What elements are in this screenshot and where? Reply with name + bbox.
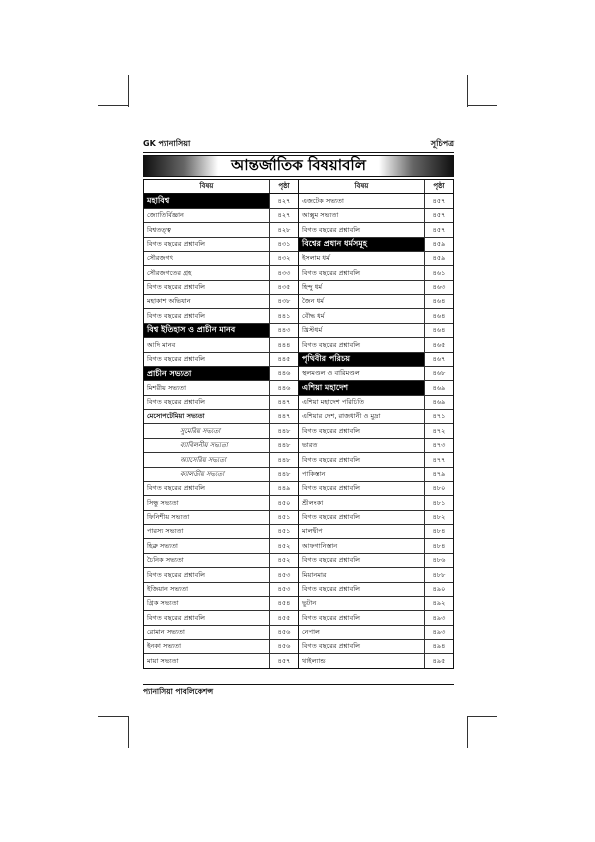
crop-mark [467,105,497,106]
topic-name: বিগত বছরের প্রশ্নাবলি [147,239,206,248]
table-row [299,583,453,597]
topic-name: চৈনিক সভ্যতা [147,556,184,565]
topic-name: মায়া সভ্যতা [147,656,179,665]
topic-name: প্রাচীন সভ্যতা [144,367,269,380]
page-number: ৪৬৫ [424,338,453,351]
table-row [299,367,453,381]
table-row [144,367,298,381]
page-number: ৪৪৮ [269,424,298,437]
topic-name: সিন্ধু সভ্যতা [147,498,179,507]
topic-name: বিগত বছরের প্রশ্নাবলি [302,613,361,622]
table-row [144,554,298,568]
header-section-name: সূচিপত্র [430,139,454,148]
topic-name: হিন্দু ধর্ম [302,283,323,292]
page-number: ৪৮৪ [424,525,453,538]
topic-name: গ্রিক সভ্যতা [147,599,179,608]
page-number: ৪৫৩ [269,568,298,581]
page-header [143,137,454,153]
page-number: ৪৬৮ [424,367,453,380]
page-number: ৪৮১ [424,496,453,509]
table-row [299,539,453,553]
table-row [299,453,453,467]
table-row [144,482,298,496]
table-row [299,568,453,582]
topic-name: পাকিস্তান [302,469,326,478]
topic-name: ক্যালডীয় সভ্যতা [180,469,225,478]
crop-mark [128,716,129,748]
table-row [144,539,298,553]
page-number: ৪৬৩ [424,281,453,294]
table-row [144,338,298,352]
table-row [144,453,298,467]
page-number: ৪৮৮ [424,568,453,581]
topic-name: মিয়ানমার [302,570,327,579]
table-row [299,309,453,323]
crop-mark [467,75,468,107]
table-row [144,324,298,338]
page-number: ৪৩৩ [269,266,298,279]
topic-name: আদি মানব [147,340,176,349]
page-number: ৪৮৪ [424,539,453,552]
table-row [144,381,298,395]
page-number: ৪৫৬ [269,640,298,653]
topic-name: সুমেরিয় সভ্যতা [180,426,221,435]
table-row [144,266,298,280]
topic-name: পৃথিবীর পরিচয় [299,353,424,366]
page-number: ৪২৭ [269,194,298,207]
topic-name: খ্রিস্টধর্ম [302,326,323,335]
table-row [299,611,453,625]
table-row [299,238,453,252]
page-number: ৪৩৮ [269,295,298,308]
table-row [144,396,298,410]
page-number: ৪৪৩ [269,324,298,337]
table-row [299,223,453,237]
topic-name: বৌদ্ধ ধর্ম [302,311,325,320]
table-row [299,439,453,453]
table-row [144,583,298,597]
table-row [299,194,453,208]
crop-mark [98,105,128,106]
page-number: ৪৭৩ [424,439,453,452]
topic-name: মিশরীয় সভ্যতা [147,383,186,392]
page-number: ৪৭৯ [424,468,453,481]
contents-table [143,179,454,669]
table-row [144,309,298,323]
page-number: ৪৩১ [269,238,298,251]
table-row [299,496,453,510]
topic-name: মহাকাশ অভিযান [147,297,191,306]
table-row [299,482,453,496]
topic-name: ফিনিশীয় সভ্যতা [147,513,190,522]
topic-name: বিগত বছরের প্রশ্নাবলি [302,268,361,277]
subject-header: বিষয় [199,182,214,191]
crop-mark [98,716,128,717]
page-header-cell: পৃষ্ঠা [269,180,298,193]
page-number: ৪৯৫ [424,654,453,667]
table-row [144,468,298,482]
page-number: ৪৫৪ [269,597,298,610]
title-bar [143,155,454,177]
table-header-row [144,180,298,194]
table-row [299,554,453,568]
table-row [299,597,453,611]
page-number: ৪৫৭ [424,194,453,207]
table-row [144,511,298,525]
page-number: ৪৮২ [424,511,453,524]
page-number: ৪৪৪ [269,338,298,351]
topic-name: ব্যাবিলনীয় সভ্যতা [180,441,228,450]
page-number: ৪২৮ [269,223,298,236]
page-number: ৪৪৮ [269,453,298,466]
page-number: ৪৫৩ [269,583,298,596]
table-row [299,525,453,539]
page-number: ৪৬৪ [424,324,453,337]
table-row [299,209,453,223]
table-row [144,654,298,667]
page-number: ৪৫০ [269,496,298,509]
subject-header: বিষয় [354,182,369,191]
page-number: ৪৯২ [424,597,453,610]
topic-name: বিগত বছরের প্রশ্নাবলি [147,354,206,363]
table-row [144,626,298,640]
page-number: ৪৮৬ [424,554,453,567]
table-row [144,281,298,295]
page-number: ৪৫৬ [269,626,298,639]
table-row [144,410,298,424]
topic-name: বিগত বছরের প্রশ্নাবলি [302,584,361,593]
table-row [144,496,298,510]
topic-name: বিগত বছরের প্রশ্নাবলি [302,455,361,464]
page-number: ৪৬৪ [424,295,453,308]
page-number: ৪৭২ [424,424,453,437]
table-row [144,194,298,208]
table-row [144,568,298,582]
page-number: ৪৪৮ [269,468,298,481]
page-footer: প্যানাসিয়া পাবলিকেশন্স [143,684,454,699]
page-number: ৪৮০ [424,482,453,495]
topic-name: পারস্য সভ্যতা [147,527,184,536]
topic-name: বিগত বছরের প্রশ্নাবলি [302,556,361,565]
page-header-cell: পৃষ্ঠা [424,180,453,193]
table-row [299,381,453,395]
table-row [144,439,298,453]
page-number: ৪২৭ [269,209,298,222]
table-row [299,424,453,438]
page-number: ৪৪৬ [269,381,298,394]
topic-name: বিগত বছরের প্রশ্নাবলি [147,398,206,407]
topic-name: মহাবিশ্ব [144,194,269,207]
page-number: ৪৫৭ [424,223,453,236]
topic-name: বিগত বছরের প্রশ্নাবলি [302,340,361,349]
table-row [144,640,298,654]
page-number: ৪৫২ [269,539,298,552]
table-row [144,525,298,539]
topic-name: বিগত বছরের প্রশ্নাবলি [147,570,206,579]
topic-name: বিগত বছরের প্রশ্নাবলি [147,283,206,292]
topic-name: জৈন ধর্ম [302,297,324,306]
crop-mark [467,716,468,748]
page-number: ৪৪১ [269,309,298,322]
table-row [299,266,453,280]
page-number: ৪৫১ [269,525,298,538]
table-row [299,396,453,410]
table-row [299,511,453,525]
page-number: ৪৭৭ [424,453,453,466]
page-number: ৪৪৫ [269,353,298,366]
page-number: ৪৬৯ [424,396,453,409]
contents-column-left [144,180,298,668]
page-number: ৪৯৩ [424,611,453,624]
page-number: ৪৯৪ [424,640,453,653]
topic-name: এশিয়ার দেশ, রাজধানী ও মুদ্রা [302,412,381,421]
page-number: ৪৯৩ [424,626,453,639]
crop-mark [467,716,497,717]
table-row [144,252,298,266]
topic-name: ইজিয়ান সভ্যতা [147,584,189,593]
topic-name: বিশ্বতত্ত্ব [147,225,171,234]
topic-name: এশিয়া মহাদেশ [299,381,424,394]
page-number: ৪৪৭ [269,396,298,409]
topic-name: ভুটান [302,599,317,608]
topic-name: জ্যোতির্বিজ্ঞান [147,211,184,220]
topic-name: শ্রীলংকা [302,498,324,507]
topic-name: স্থলমণ্ডল ও বারিমণ্ডল [302,369,360,378]
table-row [299,410,453,424]
topic-name: বিগত বছরের প্রশ্নাবলি [147,484,206,493]
topic-name: বিগত বছরের প্রশ্নাবলি [147,613,206,622]
topic-name: ইনকা সভ্যতা [147,642,182,651]
topic-name: মেসোপটেমিয়া সভ্যতা [147,412,205,421]
page-number: ৪৬৪ [424,309,453,322]
topic-name: এজটেক সভ্যতা [302,196,344,205]
table-row [144,353,298,367]
page-number: ৪৫৭ [424,209,453,222]
page-number: ৪৫৯ [424,252,453,265]
page-number: ৪৬৯ [424,381,453,394]
table-header-row [299,180,453,194]
page-number: ৪৫৭ [269,654,298,667]
topic-name: সৌরজগৎ [147,254,174,263]
table-row [144,209,298,223]
page-number: ৪৬৭ [424,353,453,366]
page-number: ৪৬১ [424,266,453,279]
table-row [299,640,453,654]
topic-name: মালদ্বীপ [302,527,323,536]
page-number: ৪৪৬ [269,367,298,380]
page-number: ৪৪৯ [269,482,298,495]
topic-name: হিব্রু সভ্যতা [147,541,178,550]
header-book-name: GK প্যানাসিয়া [143,139,191,148]
table-row [299,654,453,667]
topic-name: বিগত বছরের প্রশ্নাবলি [302,426,361,435]
page-number: ৪৭১ [424,410,453,423]
table-row [299,468,453,482]
topic-name: থাইল্যান্ড [302,656,326,665]
table-row [144,424,298,438]
topic-name: বিগত বছরের প্রশ্নাবলি [302,642,361,651]
topic-name: বিগত বছরের প্রশ্নাবলি [302,225,361,234]
table-row [299,252,453,266]
topic-name: বিগত বছরের প্রশ্নাবলি [302,484,361,493]
page-number: ৪৫৫ [269,611,298,624]
table-row [299,353,453,367]
page-number: ৪৫৯ [424,238,453,251]
table-row [299,324,453,338]
page-number: ৪৯০ [424,583,453,596]
table-row [299,626,453,640]
table-row [144,597,298,611]
topic-name: বিশ্বের প্রধান ধর্মসমূহ [299,238,424,251]
topic-name: আফগানিস্তান [302,541,338,550]
table-row [144,611,298,625]
table-row [144,238,298,252]
topic-name: ইসলাম ধর্ম [302,254,330,263]
topic-name: আক্সুম সভ্যতা [302,211,339,220]
page-number: ৪৪৮ [269,439,298,452]
topic-name: নেপাল [302,628,320,637]
page-number: ৪৩২ [269,252,298,265]
page-number: ৪৩৫ [269,281,298,294]
table-row [299,281,453,295]
page-number: ৪৫২ [269,554,298,567]
contents-column-right [298,180,453,668]
topic-name: রোমান সভ্যতা [147,628,185,637]
topic-name: এশিয়া মহাদেশ পরিচিতি [302,398,365,407]
topic-name: বিগত বছরের প্রশ্নাবলি [147,311,206,320]
table-row [144,295,298,309]
table-row [299,295,453,309]
topic-name: বিগত বছরের প্রশ্নাবলি [302,513,361,522]
topic-name: বিশ্ব ইতিহাস ও প্রাচীন মানব [144,324,269,337]
table-row [144,223,298,237]
topic-name: অ্যাসেরিয় সভ্যতা [180,455,227,464]
page-number: ৪৪৭ [269,410,298,423]
crop-mark [128,75,129,107]
topic-name: ভারত [302,441,318,450]
table-row [299,338,453,352]
page-number: ৪৫১ [269,511,298,524]
topic-name: সৌরজগতের গ্রহ [147,268,192,277]
page-title: আন্তর্জাতিক বিষয়াবলি [231,155,366,174]
